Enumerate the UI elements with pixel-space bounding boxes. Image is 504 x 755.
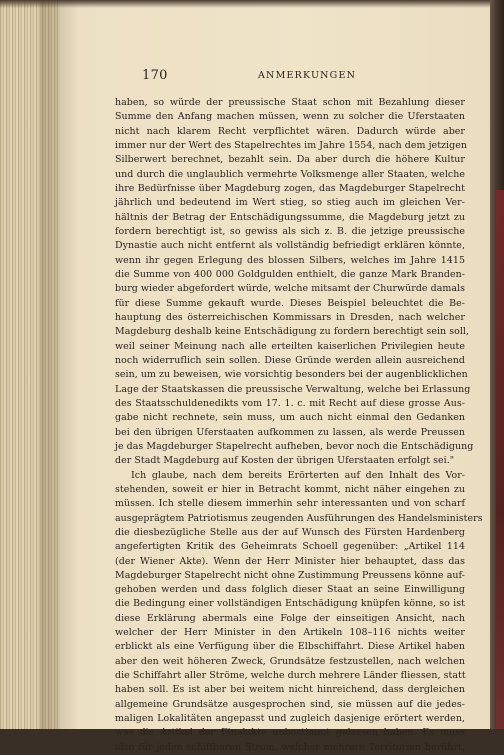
gutter-shadow: [40, 0, 80, 729]
text-line: allgemeine Grundsätze ausgesprochen sind, sie müssen auf die jedes-: [115, 698, 465, 710]
text-line: Ich glaube, nach dem bereits Erörterten auf den Inhalt des Vor-: [131, 469, 465, 481]
text-line: wenn ihr gegen Erlegung des blossen Silbers, welches im Jahre 1415: [115, 254, 465, 266]
page-number: 170: [142, 68, 168, 83]
text-line: ausgeprägtem Patriotismus zeugenden Ausführungen des Handelsministers: [115, 512, 483, 524]
text-line: stehenden, soweit er hier in Betracht kommt, nicht näher eingehen zu: [115, 483, 465, 495]
text-line: haben soll. Es ist aber bei weitem nicht hinreichend, dass dergleichen: [115, 684, 465, 696]
text-line: erblickt als eine Verfügung über die Elbschiffahrt. Diese Artikel haben: [115, 641, 465, 653]
page-header: [142, 68, 460, 84]
text-line: nicht nach klarem Recht verpflichtet wären. Dadurch würde aber: [115, 125, 465, 137]
text-line: Magdeburger Stapelrecht nicht ohne Zustimmung Preussens könne auf-: [115, 569, 465, 581]
binding-cloth: [496, 190, 504, 729]
text-line: was die Artikel der Finalakte unbestimmt gelassen haben. Es muss: [115, 727, 465, 739]
text-line: angefertigten Kritik des Geheimrats Schoell gegenüber: „Artikel 114: [115, 541, 465, 553]
text-line: hauptung des österreichischen Kommissars in Dresden, nach welcher: [115, 311, 465, 323]
text-line: gehoben werden und dass folglich dieser Staat an seine Einwilligung: [115, 584, 465, 596]
text-line: die Bedingung einer vollständigen Entschädigung knüpfen könne, so ist: [115, 598, 465, 610]
text-line: Dynastie auch nicht entfernt als vollständig befriedigt erklären könnte,: [115, 240, 465, 252]
top-shadow: [0, 0, 504, 8]
text-line: haben, so würde der preussische Staat schon mit Bezahlung dieser: [115, 97, 465, 108]
text-line: Summe den Anfang machen müssen, wenn zu solcher die Uferstaaten: [115, 111, 465, 123]
text-line: (der Wiener Akte). Wenn der Herr Minister hier behauptet, dass das: [115, 555, 465, 567]
text-line: bei den übrigen Uferstaaten aufkommen zu lassen, als werde Preussen: [115, 426, 465, 438]
text-line: welcher der Herr Minister in den Artikeln 108–116 nichts weiter: [115, 627, 465, 639]
text-line: je das Magdeburger Stapelrecht aufheben, bevor noch die Entschädigung: [115, 440, 474, 452]
text-line: gabe nicht rechnete, sein muss, um auch nicht einmal den Gedanken: [115, 412, 465, 424]
text-line: weil seiner Meinung nach alle erteilten kaiserlichen Privilegien heute: [115, 340, 465, 352]
text-line: und durch die unglaublich vermehrte Volksmenge aller Staaten, welche: [115, 168, 465, 180]
text-line: sein, um zu beweisen, wie vorsichtig besonders bei der augenblicklichen: [115, 369, 468, 381]
text-line: für diese Summe gekauft wurde. Dieses Beispiel beleuchtet die Be-: [115, 297, 465, 309]
text-line: burg wieder abgefordert würde, welche mitsamt der Churwürde damals: [115, 283, 466, 295]
text-line: des Staatsschuldenedikts vom 17. 1. c. mit Recht auf diese grosse Aus-: [115, 397, 465, 409]
text-line: die Summe von 400 000 Goldgulden enthielt, die ganze Mark Branden-: [115, 268, 465, 280]
running-head: ANMERKUNGEN: [258, 70, 357, 81]
text-line: müssen. Ich stelle diesem immerhin sehr interessanten und von scharf: [115, 498, 465, 510]
text-line: also für jeden schiffbaren Strom, welcher mehrere Territorien berührt,: [115, 741, 465, 753]
text-line: jährlich und bedeutend im Wert stieg, so stieg auch im gleichen Ver-: [115, 197, 465, 209]
text-line: aber den weit höheren Zweck, Grundsätze festzustellen, nach welchen: [115, 655, 465, 667]
text-line: hältnis der Betrag der Entschädigungssumme, die Magdeburg jetzt zu: [115, 211, 465, 223]
text-line: diese Erklärung abermals eine Folge der einseitigen Ansicht, nach: [115, 612, 465, 624]
text-line: ihre Bedürfnisse über Magdeburg zogen, das Magdeburger Stapelrecht: [115, 182, 465, 194]
text-line: Silberwert berechnet, bezahlt sein. Da aber durch die höhere Kultur: [115, 154, 465, 166]
text-line: maligen Lokalitäten angepasst und zugleich dasjenige erörtert werden,: [115, 713, 465, 725]
text-line: immer nur der Wert des Stapelrechtes im Jahre 1554, nach dem jetzigen: [115, 139, 467, 151]
text-line: Lage der Staatskassen die preussische Verwaltung, welche bei Erlassung: [115, 383, 471, 395]
text-line: der Stadt Magdeburg auf Kosten der übrigen Uferstaaten erfolgt sei.": [115, 455, 455, 467]
text-line: die Schiffahrt aller Ströme, welche durch mehrere Länder fliessen, statt: [115, 670, 466, 682]
text-line: Magdeburg deshalb keine Entschädigung zu fordern berechtigt sein soll,: [115, 326, 470, 338]
text-line: fordern berechtigt ist, so gewiss als sich z. B. die jetzige preussische: [115, 225, 465, 237]
body-text: [115, 96, 483, 755]
text-line: noch widerruflich sein sollen. Diese Gründe werden allein ausreichend: [115, 354, 465, 366]
text-line: die diesbezügliche Stelle aus der auf Wunsch des Fürsten Hardenberg: [115, 526, 465, 538]
